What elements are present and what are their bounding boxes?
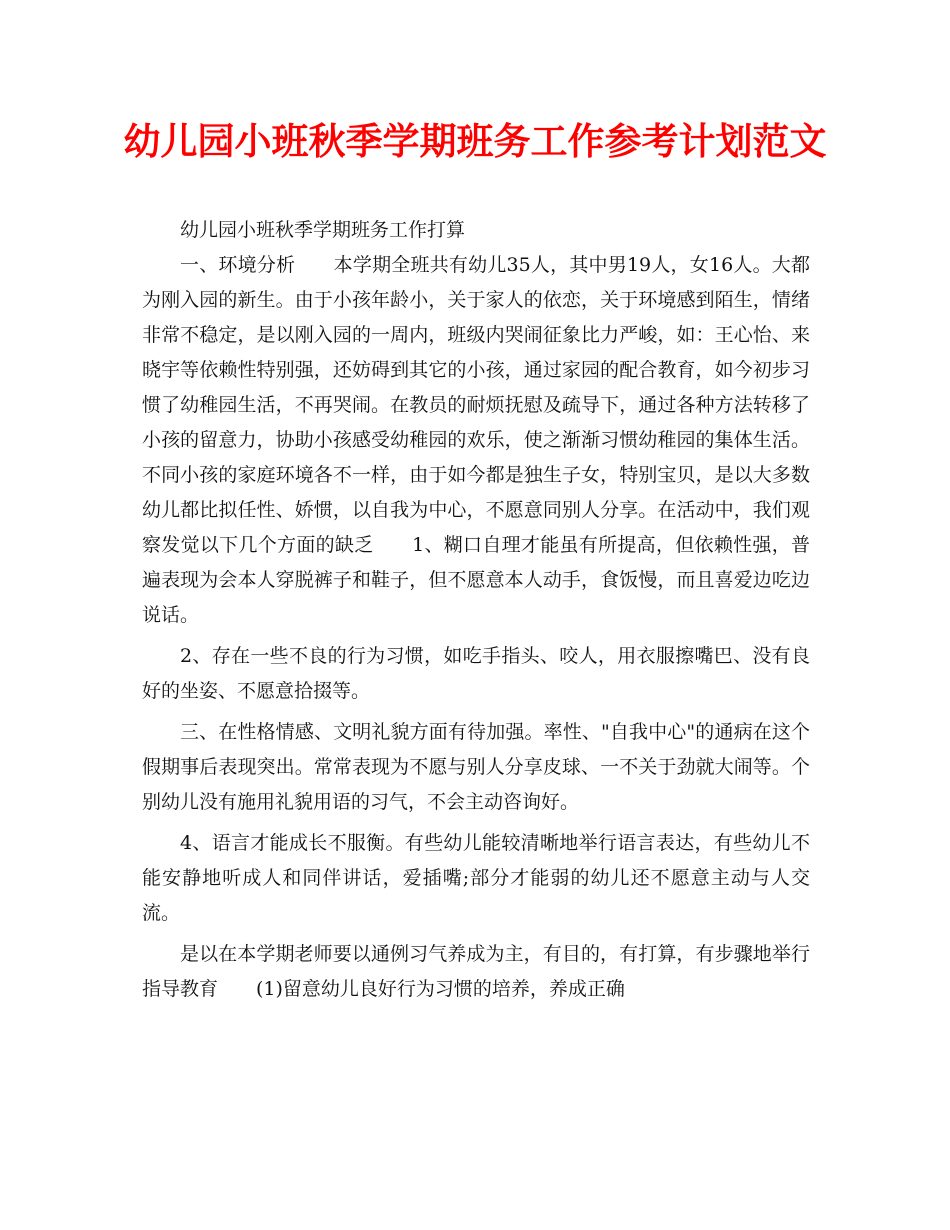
paragraph-bad-habits: 2、存在一些不良的行为习惯，如吃手指头、咬人，用衣服擦嘴巴、没有良好的坐姿、不愿意拾掇等。 (142, 645, 810, 702)
paragraph-language-ability: 4、语言才能成长不服衡。有些幼儿能较清晰地举行语言表达，有些幼儿不能安静地听成人和同伴讲话，爱插嘴;部分才能弱的幼儿还不愿意主动与人交流。 (142, 832, 810, 924)
document-title: 幼儿园小班秋季学期班务工作参考计划范文 (123, 120, 827, 163)
paragraph-guidance: 是以在本学期老师要以通例习气养成为主，有目的，有打算，有步骤地举行指导教育 (1)留意幼儿良好行为习惯的培养，养成正确 (142, 943, 810, 1000)
paragraph-character-etiquette: 三、在性格情感、文明礼貌方面有待加强。率性、"自我中心"的通病在这个假期事后表现突出。常常表现为不愿与别人分享皮球、一不关于劲就大闹等。个别幼儿没有施用礼貌用语的习气，不会主动咨询好。 (142, 721, 810, 813)
document-body (142, 213, 810, 1013)
paragraph-environment-analysis: 一、环境分析 本学期全班共有幼儿35人，其中男19人，女16人。大都为刚入园的新生。由于小孩年龄小，关于家人的依恋，关于环境感到陌生，情绪非常不稳定，是以刚入园的一周内，班级内哭闹征象比力严峻，如：王心怡、来晓宇等依赖性特别强，还妨碍到其它的小孩，通过家园的配合教育，如今初步习惯了幼稚园生活，不再哭闹。在教员的耐烦抚慰及疏导下，通过各种方法转移了小孩的留意力，协助小孩感受幼稚园的欢乐，使之渐渐习惯幼稚园的集体生活。不同小孩的家庭环境各不一样，由于如今都是独生子女，特别宝贝，是以大多数幼儿都比拟任性、娇惯，以自我为中心，不愿意同别人分享。在活动中，我们观察发觉以下几个方面的缺乏 1、糊口自理才能虽有所提高，但依赖性强，普遍表现为会本人穿脱裤子和鞋子，但不愿意本人动手，食饭慢，而且喜爱边吃边说话。 (142, 254, 810, 626)
document-subtitle: 幼儿园小班秋季学期班务工作打算 (180, 219, 466, 241)
